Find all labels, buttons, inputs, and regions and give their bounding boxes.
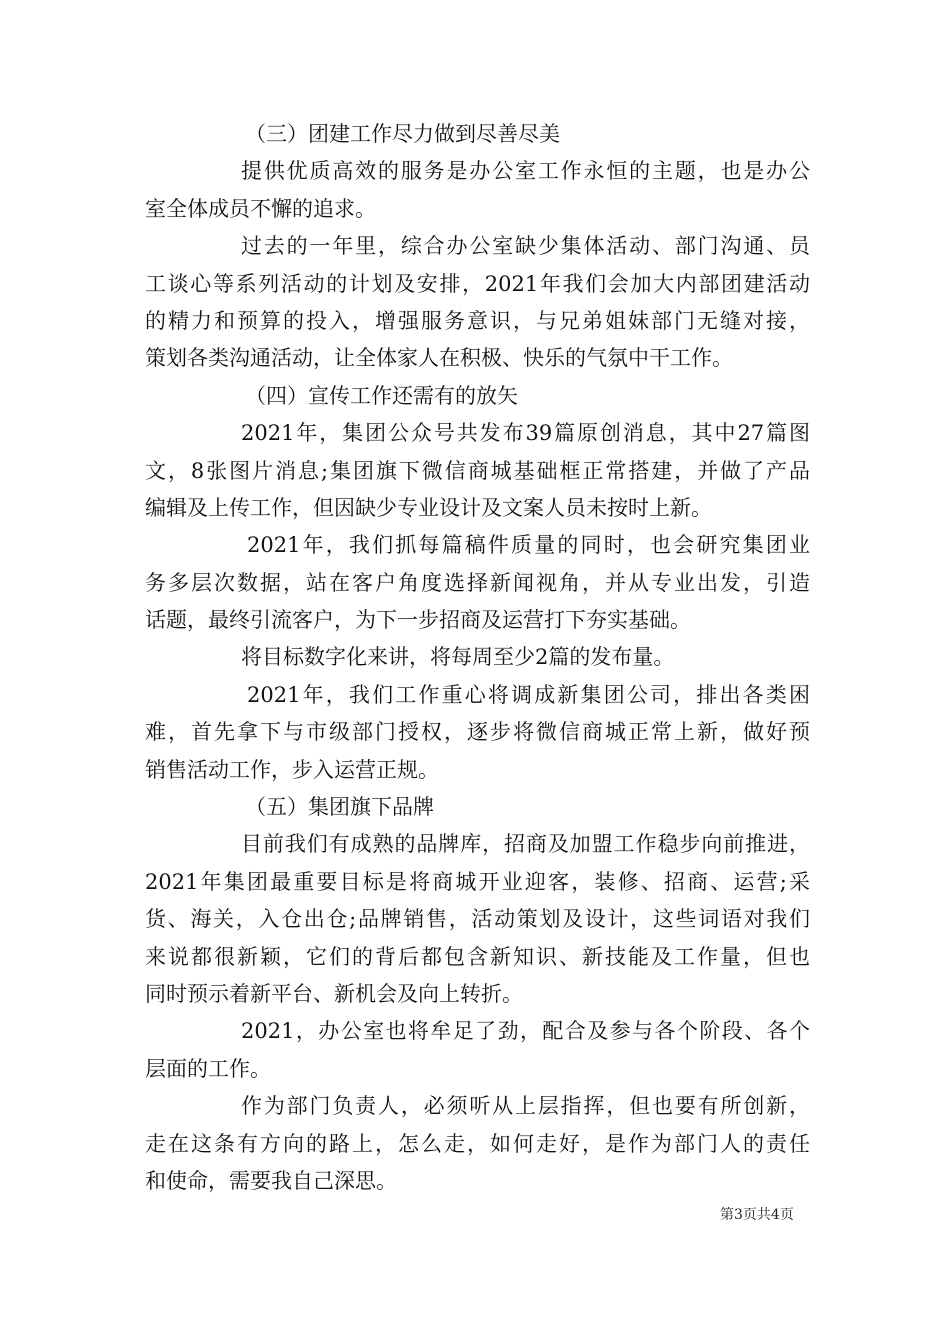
paragraph-line: 难，首先拿下与市级部门授权，逐步将微信商城正常上新，做好预	[145, 720, 810, 745]
paragraph-line: 将目标数字化来讲，将每周至少2篇的发布量。	[241, 645, 675, 670]
document-body	[145, 116, 810, 1200]
section-heading: （四）宣传工作还需有的放矢	[245, 383, 518, 408]
paragraph-line: 提供优质高效的服务是办公室工作永恒的主题，也是办公	[241, 159, 810, 184]
paragraph-line: 过去的一年里，综合办公室缺少集体活动、部门沟通、员	[241, 234, 810, 259]
paragraph-line: 货、海关，入仓出仓;品牌销售，活动策划及设计，这些词语对我们	[145, 907, 810, 932]
paragraph-line: 来说都很新颖，它们的背后都包含新知识、新技能及工作量，但也	[145, 944, 810, 969]
paragraph-line: 2021年集团最重要目标是将商城开业迎客，装修、招商、运营;采	[145, 869, 810, 894]
paragraph-line: 和使命，需要我自己深思。	[145, 1168, 397, 1193]
paragraph-line: 工谈心等系列活动的计划及安排，2021年我们会加大内部团建活动	[145, 271, 810, 296]
paragraph-line: 话题，最终引流客户，为下一步招商及运营打下夯实基础。	[145, 608, 691, 633]
paragraph-line: 目前我们有成熟的品牌库，招商及加盟工作稳步向前推进，	[241, 832, 810, 857]
paragraph-line: 策划各类沟通活动，让全体家人在积极、快乐的气氛中干工作。	[145, 346, 733, 371]
paragraph-line: 2021年，集团公众号共发布39篇原创消息，其中27篇图	[241, 421, 810, 446]
paragraph-line: 务多层次数据，站在客户角度选择新闻视角，并从专业出发，引造	[145, 570, 810, 595]
paragraph-line: 文，8张图片消息;集团旗下微信商城基础框正常搭建，并做了产品	[145, 458, 810, 483]
paragraph-line: 编辑及上传工作，但因缺少专业设计及文案人员未按时上新。	[145, 495, 712, 520]
paragraph-line: 走在这条有方向的路上，怎么走，如何走好，是作为部门人的责任	[145, 1131, 810, 1156]
paragraph-line: 销售活动工作，步入运营正规。	[145, 757, 439, 782]
paragraph-line: 2021年，我们抓每篇稿件质量的同时，也会研究集团业	[247, 533, 810, 558]
page-number: 第3页共4页	[720, 1207, 794, 1223]
section-heading: （五）集团旗下品牌	[245, 795, 434, 820]
paragraph-line: 层面的工作。	[145, 1056, 271, 1081]
paragraph-line: 的精力和预算的投入，增强服务意识，与兄弟姐妹部门无缝对接，	[145, 308, 810, 333]
paragraph-line: 同时预示着新平台、新机会及向上转折。	[145, 981, 523, 1006]
section-heading: （三）团建工作尽力做到尽善尽美	[245, 122, 560, 146]
paragraph-line: 2021年，我们工作重心将调成新集团公司，排出各类困	[247, 682, 810, 707]
paragraph-line: 2021，办公室也将牟足了劲，配合及参与各个阶段、各个	[241, 1019, 810, 1044]
paragraph-line: 室全体成员不懈的追求。	[145, 196, 376, 221]
paragraph-line: 作为部门负责人，必须听从上层指挥，但也要有所创新，	[241, 1094, 810, 1119]
